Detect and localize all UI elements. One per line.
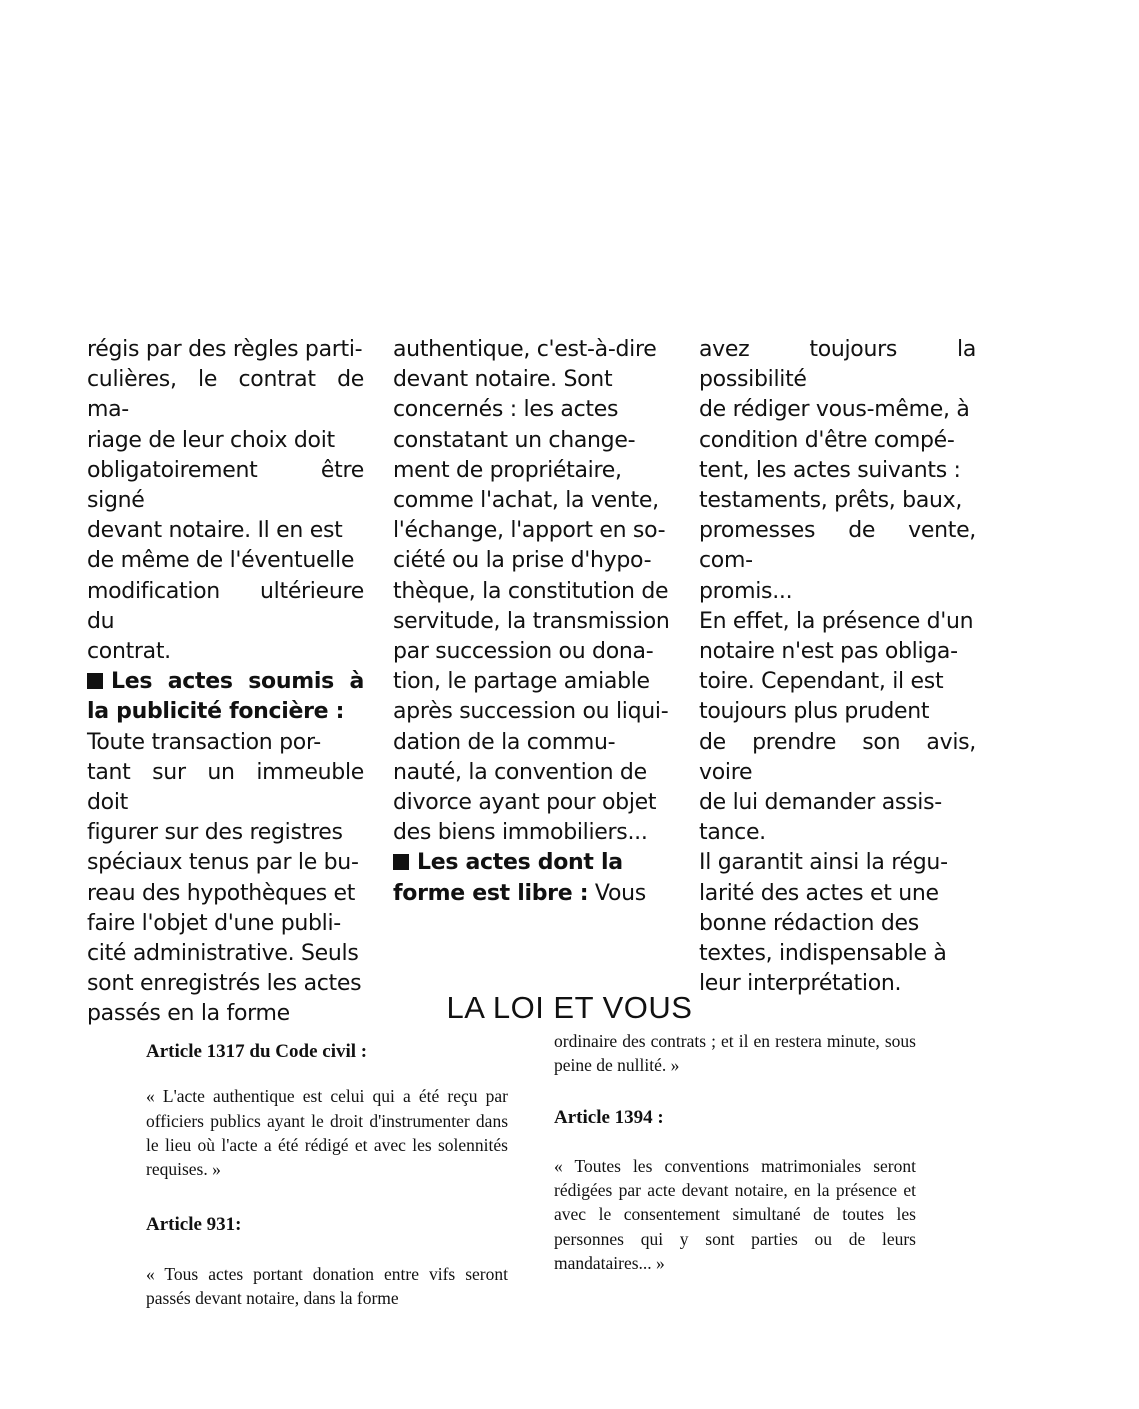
text-line: ciété ou la prise d'hypo-	[393, 548, 652, 574]
article-1317-text: « L'acte authentique est celui qui a été reçu par officiers publics ayant le droit d'instrumenter dans le lieu où l'acte a été rédigé et avec les solennités requises. »	[146, 1086, 508, 1180]
text-line: constatant un change-	[393, 427, 636, 453]
text-column-3	[699, 335, 976, 999]
article-931-title: Article 931:	[146, 1214, 242, 1236]
text-line: après succession ou liqui-	[393, 699, 669, 725]
text-line: Toute transaction por-	[87, 729, 321, 755]
col3-paragraph-1	[699, 335, 976, 607]
text-line: par succession ou dona-	[393, 639, 654, 665]
text-line: Il garantit ainsi la régu-	[699, 850, 948, 876]
text-line: régis par des règles parti-	[87, 337, 363, 362]
text-line: authentique, c'est-à-dire	[393, 337, 657, 362]
text-line: dation de la commu-	[393, 729, 616, 755]
text-line: En effet, la présence d'un	[699, 608, 974, 634]
text-line: leur interprétation.	[699, 971, 902, 997]
text-line: toire. Cependant, il est	[699, 669, 944, 695]
text-line: spéciaux tenus par le bu-	[87, 850, 359, 876]
text-line: promis...	[699, 578, 793, 604]
col2-heading-line1: Les actes dont la	[393, 848, 670, 878]
col2-heading-line2: forme est libre :	[393, 880, 589, 906]
text-column-1	[87, 335, 364, 1030]
text-line: tant sur un immeuble doit	[87, 759, 364, 816]
col3-paragraph-3	[699, 848, 976, 999]
text-line: condition d'être compé-	[699, 427, 955, 453]
text-line: l'échange, l'apport en so-	[393, 518, 666, 544]
text-line: de prendre son avis, voire	[699, 729, 976, 785]
text-line: culières, le contrat de ma-	[87, 367, 364, 423]
text-line: testaments, prêts, baux,	[699, 488, 963, 514]
text-line: bonne rédaction des	[699, 910, 919, 936]
text-column-2	[393, 335, 670, 909]
text-line: thèque, la constitution de	[393, 578, 669, 604]
text-line: promesses de vente, com-	[699, 518, 976, 574]
article-1394-text: « Toutes les conventions matrimoniales seront rédigées par acte devant notaire, en la présence et avec le consentement simultané de toutes les personnes qui y sont parties ou de leurs mandataires... »	[554, 1155, 916, 1274]
text-line: tion, le partage amiable	[393, 669, 650, 695]
text-line: larité des actes et une	[699, 880, 939, 906]
text-line: de lui demander assis-	[699, 790, 942, 816]
text-line: de même de l'éventuelle	[87, 548, 355, 574]
text-line: faire l'objet d'une publi-	[87, 910, 341, 936]
text-line: tance.	[699, 820, 766, 846]
col1-heading: Les actes soumis à la publicité foncière :	[87, 669, 364, 725]
law-section-title: LA LOI ET VOUS	[446, 990, 693, 1025]
text-line: nauté, la convention de	[393, 759, 647, 785]
text-line: des biens immobiliers...	[393, 820, 648, 846]
text-line: avez toujours la possibilité	[699, 337, 976, 393]
text-line: de rédiger vous-même, à	[699, 397, 970, 423]
text-line: concernés : les actes	[393, 397, 619, 423]
col1-intro	[87, 335, 364, 667]
text-line: tent, les actes suivants :	[699, 457, 961, 483]
col1-body	[87, 728, 364, 1030]
text-line: toujours plus prudent	[699, 699, 930, 725]
text-line: textes, indispensable à	[699, 941, 947, 967]
text-line: obligatoirement être signé	[87, 457, 364, 514]
col3-paragraph-2	[699, 607, 976, 849]
text-line: modification ultérieure du	[87, 578, 364, 634]
text-line: divorce ayant pour objet	[393, 790, 657, 816]
article-1317-title: Article 1317 du Code civil :	[146, 1041, 368, 1062]
article-931-text: « Tous actes portant donation entre vifs seront passés devant notaire, dans la forme	[146, 1263, 508, 1309]
text-line: notaire n'est pas obliga-	[699, 639, 958, 665]
text-line: reau des hypothèques et	[87, 880, 356, 906]
text-line: passés en la forme	[87, 1001, 290, 1027]
square-bullet-icon	[87, 673, 103, 689]
article-1394-title: Article 1394 :	[554, 1106, 664, 1128]
square-bullet-icon	[393, 854, 409, 870]
text-line: riage de leur choix doit	[87, 427, 335, 453]
text-line: contrat.	[87, 639, 171, 665]
text-line: sont enregistrés les actes	[87, 971, 362, 997]
col2-section	[393, 848, 670, 908]
col2-body	[393, 335, 670, 848]
col1-section	[87, 667, 364, 1029]
text-line: devant notaire. Il en est	[87, 518, 343, 544]
article-931-text-continued: ordinaire des contrats ; et il en restera minute, sous peine de nullité. »	[554, 1031, 916, 1076]
text-line: ment de propriétaire,	[393, 457, 622, 483]
law-column-left	[146, 1040, 508, 1310]
text-line: comme l'achat, la vente,	[393, 488, 659, 514]
text-line: devant notaire. Sont	[393, 367, 613, 393]
text-line: cité administrative. Seuls	[87, 941, 359, 967]
col2-heading-tail: Vous	[594, 880, 646, 906]
text-line: servitude, la transmission	[393, 608, 670, 634]
law-column-right	[554, 1029, 916, 1275]
text-line: figurer sur des registres	[87, 820, 343, 846]
